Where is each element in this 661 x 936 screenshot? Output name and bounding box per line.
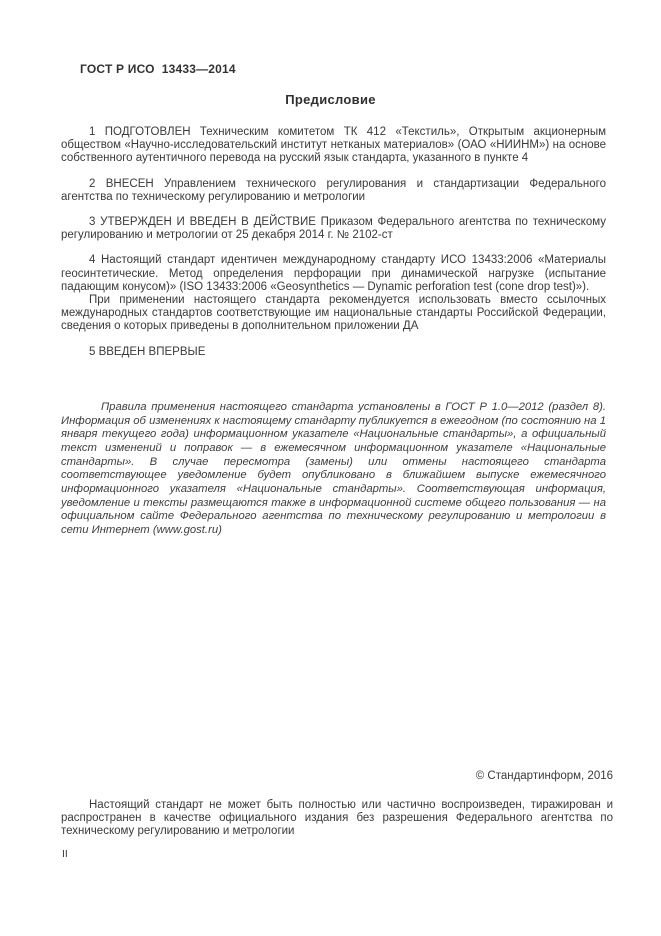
foreword-section <box>61 126 606 538</box>
standard-code: ГОСТ Р ИСО 13433—2014 <box>80 62 236 76</box>
page-title: Предисловие <box>285 92 376 107</box>
application-rules-note: Правила применения настоящего стандарта установлены в ГОСТ Р 1.0—2012 (раздел 8). Информация об изменениях к настоящему стандарту публикуется в ежегодном (по состоянию на 1 января текущего года) информационном указателе «Национальные стандарты», а официальный текст изменений и поправок — в ежемесячном информационном указателе «Национальные стандарты». В случае пересмотра (замены) или отмены настоящего стандарта соответствующее уведомление будет опубликовано в ближайшем выпуске ежемесячного информационного указателя «Национальные стандарты». Соответствующая информация, уведомление и тексты размещаются также в информационной системе общего пользования — на официальном сайте Федерального агентства по техническому регулированию и метрологии в сети Интернет (www.gost.ru) <box>61 400 606 537</box>
foreword-item-4-continued: При применении настоящего стандарта рекомендуется использовать вместо ссылочных международных стандартов соответствующие им национальные стандарты Российской Федерации, сведения о которых приведены в дополнительном приложении ДА <box>61 294 606 333</box>
foreword-item-3: 3 УТВЕРЖДЕН И ВВЕДЕН В ДЕЙСТВИЕ Приказом Федерального агентства по техническому регулированию и метрологии от 25 декабря 2014 г. № 2102-ст <box>61 216 606 242</box>
foreword-item-1: 1 ПОДГОТОВЛЕН Техническим комитетом ТК 412 «Текстиль», Открытым акционерным обществом «Научно-исследовательский институт нетканых материалов» (ОАО «НИИНМ») на основе собственного аутентичного перевода на русский язык стандарта, указанного в пункте 4 <box>61 126 606 165</box>
foreword-item-5: 5 ВВЕДЕН ВПЕРВЫЕ <box>89 345 206 358</box>
page-number: II <box>62 848 68 860</box>
foreword-item-4: 4 Настоящий стандарт идентичен международному стандарту ИСО 13433:2006 «Материалы геосинтетические. Метод определения перфорации при динамической нагрузке (испытание падающим конусом)» (ISO 13433:2006 «Geosynthetics — Dynamic perforation test (cone drop test)»). <box>61 254 606 293</box>
copyright-notice: © Стандартинформ, 2016 <box>475 770 613 782</box>
foreword-item-2: 2 ВНЕСЕН Управлением технического регулирования и стандартизации Федерального агентства по техническому регулированию и метрологии <box>61 177 606 203</box>
reproduction-restriction: Настоящий стандарт не может быть полностью или частично воспроизведен, тиражирован и распространен в качестве официального издания без разрешения Федерального агентства по техническому регулированию и метрологии <box>61 799 613 838</box>
